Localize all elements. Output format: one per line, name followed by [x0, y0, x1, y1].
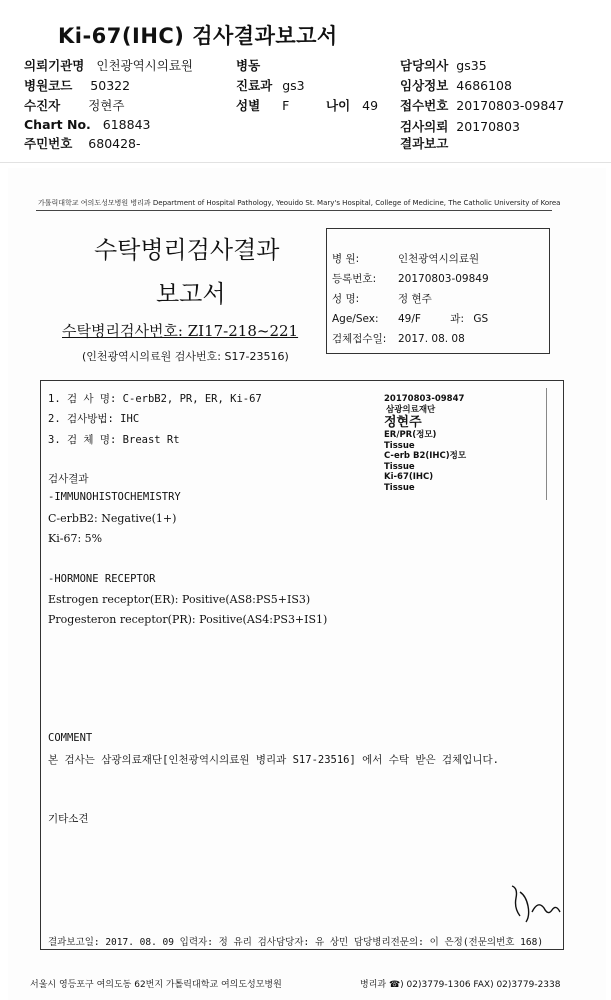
patient-field: 수진자 정현주: [24, 98, 125, 113]
pbox-reg: 등록번호: 20170803-09849: [332, 273, 489, 285]
pr-result: Progesteron receptor(PR): Positive(AS4:PS3+IS1): [48, 613, 328, 626]
specimen-sticker: 20170803-09847 삼광의료재단 정현주 ER/PR(정모) Tissue C-erb B2(IHC)정모 Tissue Ki-67(IHC) Tissue: [384, 394, 467, 493]
pbox-name: 성 명: 정 현주: [332, 293, 432, 305]
report-main-title-2: 보고서: [156, 280, 226, 308]
sex-field: 성별 F: [236, 98, 290, 113]
other-findings-heading: 기타소견: [48, 813, 89, 825]
pbox-agesex: Age/Sex: 49/F 과: GS: [332, 313, 489, 325]
doctor-field: 담당의사 gs35: [400, 58, 487, 73]
pbox-hospital: 병 원: 인천광역시의료원: [332, 253, 480, 265]
ihc-heading: -IMMUNOHISTOCHEMISTRY: [48, 491, 181, 503]
receipt-field: 접수번호 20170803-09847: [400, 98, 565, 113]
ward-field: 병동: [236, 58, 261, 73]
results-heading: 검사결과: [48, 473, 89, 485]
signature: [506, 882, 566, 926]
sticker-edge: [546, 388, 547, 500]
footer-contact: 병리과 ☎) 02)3779-1306 FAX) 02)3779-2338: [360, 980, 561, 990]
rrn-field: 주민번호 680428-: [24, 136, 141, 151]
patient-info-box: [326, 228, 550, 354]
comment-text: 본 검사는 삼광의료재단[인천광역시의료원 병리과 S17-23516] 에서 수탁 받은 검체입니다.: [48, 754, 500, 766]
test-method: 2. 검사방법: IHC: [48, 413, 140, 425]
age-field: 나이 49: [326, 98, 379, 113]
header-divider: [0, 162, 611, 163]
report-header: [0, 0, 611, 166]
report-title: Ki-67(IHC) 검사결과보고서: [58, 24, 338, 48]
institution-line: 가톨릭대학교 여의도성모병원 병리과 Department of Hospital Pathology, Yeouido St. Mary's Hospital, College of Medicine, The Catholic University of Korea: [38, 199, 561, 207]
cerbb2-result: C-erbB2: Negative(1+): [48, 512, 177, 525]
test-specimen: 3. 검 체 명: Breast Rt: [48, 434, 180, 446]
er-result: Estrogen receptor(ER): Positive(AS8:PS5+IS3): [48, 593, 311, 606]
hospital-code-field: 병원코드 50322: [24, 78, 131, 93]
footer-address: 서울시 영등포구 여의도동 62번지 가톨릭대학교 여의도성모병원: [30, 980, 282, 990]
clinical-info-field: 임상정보 4686108: [400, 78, 512, 93]
pbox-date: 검체접수일: 2017. 08. 08: [332, 333, 465, 345]
result-field: 결과보고: [400, 136, 449, 151]
institution-field: 의뢰기관명 인천광역시의료원: [24, 58, 193, 73]
origin-number: (인천광역시의료원 검사번호: S17-23516): [82, 350, 289, 363]
reference-number: 수탁병리검사번호: ZI17-218~221: [62, 322, 299, 340]
hormone-heading: -HORMONE RECEPTOR: [48, 573, 156, 585]
comment-heading: COMMENT: [48, 732, 93, 744]
request-field: 검사의뢰 20170803: [400, 119, 520, 134]
test-name: 1. 검 사 명: C-erbB2, PR, ER, Ki-67: [48, 393, 262, 405]
dept-field: 진료과 gs3: [236, 78, 305, 93]
report-main-title: 수탁병리검사결과: [94, 236, 280, 264]
report-line: 결과보고일: 2017. 08. 09 입력자: 정 유리 검사담당자: 유 상민 담당병리전문의: 이 은정(전문의번호 168): [48, 937, 544, 948]
top-rule: [36, 210, 552, 211]
chart-no-field: Chart No. 618843: [24, 117, 151, 132]
ki67-result: Ki-67: 5%: [48, 532, 103, 545]
